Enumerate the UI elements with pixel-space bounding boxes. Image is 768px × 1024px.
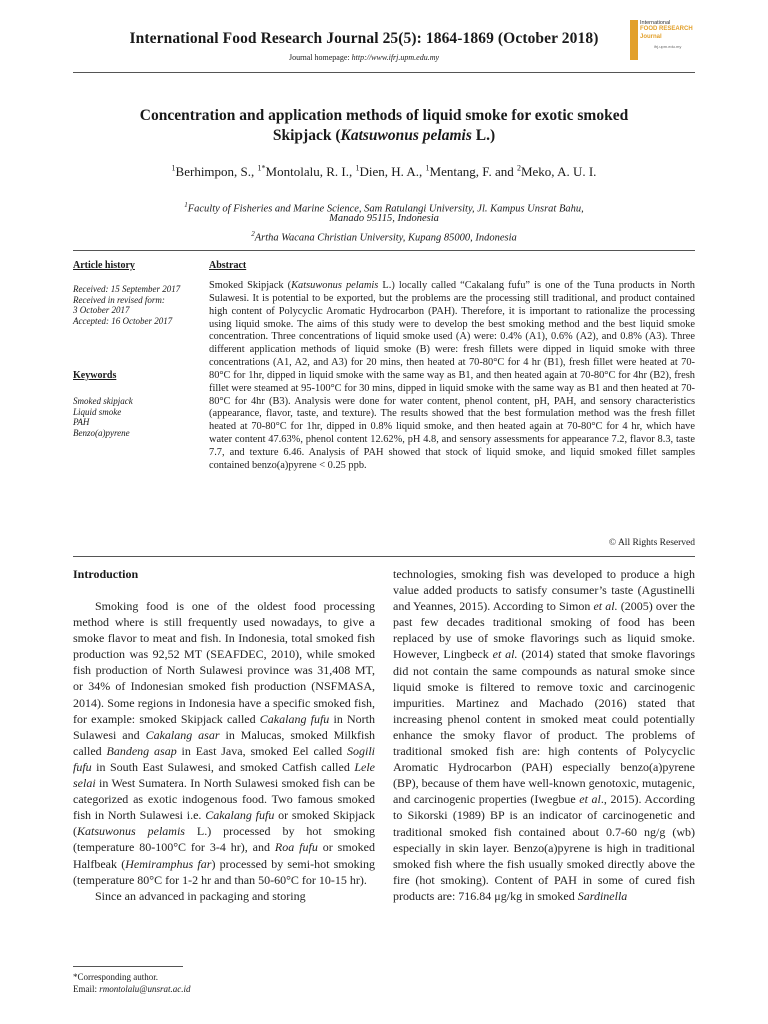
- affiliation-1-line-1: Faculty of Fisheries and Marine Science, Sam Ratulangi University, Jl. Kampus Unsrat Bahu,: [187, 203, 584, 215]
- affiliation-2-line: Artha Wacana Christian University, Kupang 85000, Indonesia: [254, 232, 517, 244]
- received-date: Received: 15 September 2017: [73, 284, 181, 294]
- abstract-body: [209, 280, 695, 473]
- title-species: Katsuwonus pelamis: [340, 127, 472, 144]
- abstract-text-start: Smoked Skipjack (: [209, 280, 292, 291]
- keyword: Liquid smoke: [73, 406, 122, 417]
- article-history-heading: Article history: [73, 260, 135, 271]
- accepted-date: Accepted: 16 October 2017: [73, 315, 173, 326]
- author-sup: 1: [171, 164, 176, 173]
- abstract-text-rest: L.) locally called “Cakalang fufu” is one of the Tuna products in North Sulawesi. It is potential to be exported, but the problems are the processing still traditional, and product contained high content of Polycyclic Aromatic Hydrocarbon (PAH). Therefore, it is important to rationalize the processing using liquid smoke. The aims of this study were to develop the best smoking method and the best liquid smoke concentration. Three concentrations of liquid smoke used (A) were: 0.4% (A1), 0.6% (A2), and 0.8% (A3). Three different application methods of liquid smoke (B) were: fresh fillets were dipped in liquid smoke with three concentrations (A1, A2, and A3) for 20 mins, then heated at 70-80°C for 4 hr (B1), fresh fillet were heated at 70-80°C for 1hr, dipped in liquid smoke with the same way as B1, and then heated again at 70-80°C for 4hr (B2), fresh fillet were steamed at 95-100°C for 30 mins, dipped in liquid smoke with the same way as B1 and then heated at 70-80°C for 4hr (B3). Analysis were done for water content, phenol content, pH, PAH, and sensory characteristics (appearance, flavor, taste, and texture). The results showed that the best formulation method was the fresh fillet heated at 70-80°C for 1hr, dipped in 0.8% liquid smoke, and then heated again at 70-80°C for 4 hr, which have water content 47.63%, phenol content 12.62%, pH 4.8, and sensory assessments for appearance 7.2, flavor 8.3, taste 7.7, and texture 6.46. Analysis of PAH showed that stock of liquid smoke, and liquid smoked fillet samples contained benzo(a)pyrene < 0.25 ppb.: [209, 280, 696, 471]
- author: [355, 164, 425, 179]
- logo-bar: [630, 20, 638, 60]
- author-name: Meko, A. U. I.: [520, 164, 597, 180]
- title-line-2: [80, 126, 688, 146]
- keywords-heading: Keywords: [73, 370, 117, 381]
- author-sup: 1: [425, 164, 430, 173]
- title-suffix: L.): [471, 127, 496, 144]
- author-list: [73, 164, 695, 180]
- body-column-right: technologies, smoking fish was developed to produce a high value added products to satisfy consumer’s taste (Agustinelli and Yeannes, 2015). According to Simon et al. (2005) over the past few decades traditional smoking of food has been replaced by use of smoke flavorings such as liquid smoke. However, Lingbeck et al. (2014) stated that smoke flavorings did not contain the same compounds as natural smoke since liquid smoke is filtered to remove toxic and carcinogenic impurities. Martinez and Machado (2016) stated that increasing phenol content in smoked meat could potentially enhance the smoky flavor of product. The problems of traditional smoked fish are: high contents of Polycyclic Aromatic Hydrocarbon (PAH) especially benzo(a)pyrene (BP), because of them have well-known genotoxic, mutagenic, and carcinogenic properties (Iwegbue et al., 2015). According to Sikorski (1989) BP is an indicator of carcinogenetic and traditional smoked fish contained about 0.7-60 ng/g (wb) especially in skin layer. Benzo(a)pyrene is high in traditional smoked fish where the fish usually smoked directly above the fire (hot smoking). Content of PAH in some of cured fish products are: 716.84 μg/kg in smoked Sardinella: [393, 567, 696, 903]
- affiliation-1-cont: Manado 95115, Indonesia: [329, 213, 439, 224]
- title-prefix: Skipjack (: [272, 127, 341, 144]
- keyword: Benzo(a)pyrene: [73, 427, 130, 438]
- logo-line-4: ifrj.upm.edu.my: [654, 44, 682, 49]
- introduction-heading: Introduction: [73, 567, 139, 581]
- keyword: PAH: [73, 417, 90, 427]
- revised-date: 3 October 2017: [73, 305, 130, 315]
- author-name: Berhimpon, S.,: [175, 164, 258, 180]
- affiliation-2: [73, 227, 695, 246]
- article-history: [73, 284, 203, 326]
- revised-label: Received in revised form:: [73, 294, 165, 305]
- abstract-divider: [73, 250, 695, 251]
- email-label: Email:: [73, 984, 100, 994]
- journal-homepage: [60, 53, 668, 62]
- author-name: Mentang, F. and: [429, 164, 517, 180]
- author: [426, 164, 517, 179]
- abstract-heading: Abstract: [209, 260, 247, 271]
- logo-line-1: International: [640, 20, 671, 26]
- email-link[interactable]: rmontolalu@unsrat.ac.id: [99, 984, 191, 994]
- rights-notice: © All Rights Reserved: [608, 538, 695, 548]
- body-column-left: Smoking food is one of the oldest food processing method where is still frequently used nowadays, to give a smoke flavor to meat and fish. In Indonesia, total smoked fish production was 92,52 MT (SEAFDEC, 2010), while smoked fish production of North Sulawesi province was 31,408 MT, or 34% of Indonesian smoked fish production (NSFMASA, 2014). Some regions in Indonesia have a specific smoked fish, for example: smoked Skipjack called Cakalang fufu in North Sulawesi and Cakalang asar in Malucas, smoked Milkfish called Bandeng asap in East Java, smoked Eel called Sogili fufu in South East Sulawesi, and smoked Catfish called Lele selai in West Sumatera. In North Sulawesi smoked fish can be categorized as exotic indogenous food. Two famous smoked fish in North Sulawesi i.e. Cakalang fufu or smoked Skipjack (Katsuwonus pelamis L.) processed by hot smoking (temperature 80-100°C for 3-4 hr), and Roa fufu or smoked Halfbeak (Hemiramphus far) processed by semi-hot smoking (temperature 80°C for 1-2 hr and than 50-60°C for 10-15 hr). Since an advanced in packaging and storing: [73, 599, 376, 903]
- abstract-species: Katsuwonus pelamis: [291, 280, 379, 291]
- author-email: [73, 984, 191, 995]
- journal-logo: [624, 14, 693, 62]
- header-divider: [73, 72, 695, 73]
- affiliation-sup: 1: [184, 201, 188, 209]
- article-title: [80, 106, 688, 146]
- logo-line-3: Journal: [640, 34, 662, 40]
- author: [172, 164, 258, 179]
- homepage-label: Journal homepage:: [288, 53, 352, 62]
- keyword-list: [73, 396, 203, 438]
- author-sup: 1*: [257, 164, 266, 173]
- author-sup: 2: [516, 164, 521, 173]
- footnote-divider: [73, 966, 183, 967]
- title-line-1: Concentration and application methods of liquid smoke for exotic smoked: [139, 107, 629, 124]
- author-sup: 1: [355, 164, 360, 173]
- author: [517, 164, 596, 179]
- affiliation-sup: 2: [251, 230, 255, 238]
- body-divider: [73, 556, 695, 557]
- corresponding-author: *Corresponding author.: [73, 972, 158, 982]
- logo-line-2: FOOD RESEARCH: [640, 26, 693, 32]
- homepage-link[interactable]: http://www.ifrj.upm.edu.my: [351, 53, 440, 62]
- author-name: Dien, H. A.,: [359, 164, 426, 180]
- author-name: Montolalu, R. I.,: [265, 164, 356, 180]
- keyword: Smoked skipjack: [73, 396, 133, 406]
- journal-title: International Food Research Journal 25(5): 1864-1869 (October 2018): [129, 30, 599, 47]
- author: [258, 164, 356, 179]
